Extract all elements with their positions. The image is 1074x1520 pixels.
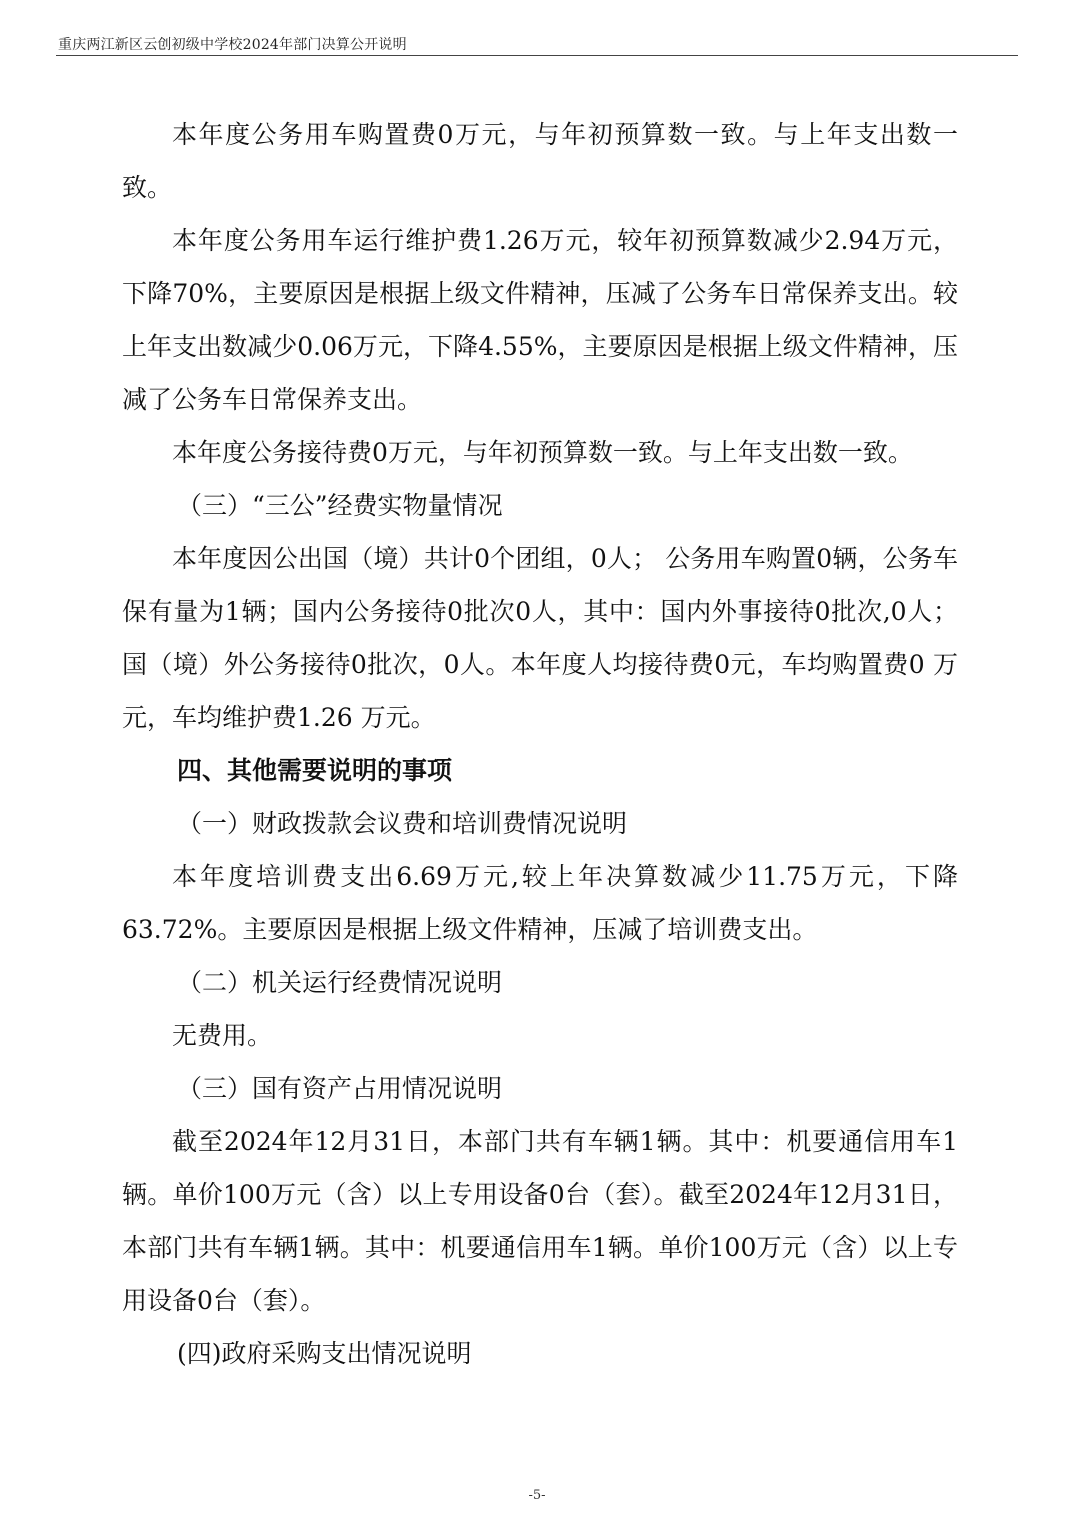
section-heading-other-matters: 四、其他需要说明的事项 [177,756,453,785]
paragraph-physical-quantities: 本年度因公出国（境）共计0个团组，0人； 公务用车购置0辆，公务车保有量为1辆；国内公务接待0批次0人，其中：国内外事接待0批次,0人； 国（境）外公务接待0批次，0人。本年度人均接待费0元，车均购置费0 万元，车均维护费1.26 万元。 [122,544,958,732]
header-rule [56,55,1018,56]
paragraph-vehicle-purchase: 本年度公务用车购置费0万元，与年初预算数一致。与上年支出数一致。 [122,120,958,202]
subsection-heading-government-procurement: (四)政府采购支出情况说明 [177,1339,472,1368]
paragraph-state-assets: 截至2024年12月31日，本部门共有车辆1辆。其中：机要通信用车1辆。单价100万元（含）以上专用设备0台（套）。截至2024年12月31日，本部门共有车辆1辆。其中：机要通信用车1辆。单价100万元（含）以上专用设备0台（套）。 [122,1127,958,1315]
subsection-heading-meeting-training: （一）财政拨款会议费和培训费情况说明 [177,809,628,838]
body-text [122,108,958,1380]
paragraph-vehicle-maintenance: 本年度公务用车运行维护费1.26万元，较年初预算数减少2.94万元，下降70%，主要原因是根据上级文件精神，压减了公务车日常保养支出。较上年支出数减少0.06万元，下降4.55%，主要原因是根据上级文件精神，压减了公务车日常保养支出。 [122,226,958,414]
page-number: -5- [528,1488,546,1503]
paragraph-reception-fee: 本年度公务接待费0万元，与年初预算数一致。与上年支出数一致。 [172,438,913,467]
subsection-heading-operating-expenses: （二）机关运行经费情况说明 [177,968,503,997]
subsection-heading-state-assets: （三）国有资产占用情况说明 [177,1074,503,1103]
paragraph-training-fee: 本年度培训费支出6.69万元,较上年决算数减少11.75万元，下降63.72%。主要原因是根据上级文件精神，压减了培训费支出。 [122,862,958,944]
subsection-heading-three-public-physical: （三）“三公”经费实物量情况 [177,491,503,520]
running-header: 重庆两江新区云创初级中学校2024年部门决算公开说明 [58,37,407,53]
paragraph-no-expense: 无费用。 [172,1021,273,1050]
